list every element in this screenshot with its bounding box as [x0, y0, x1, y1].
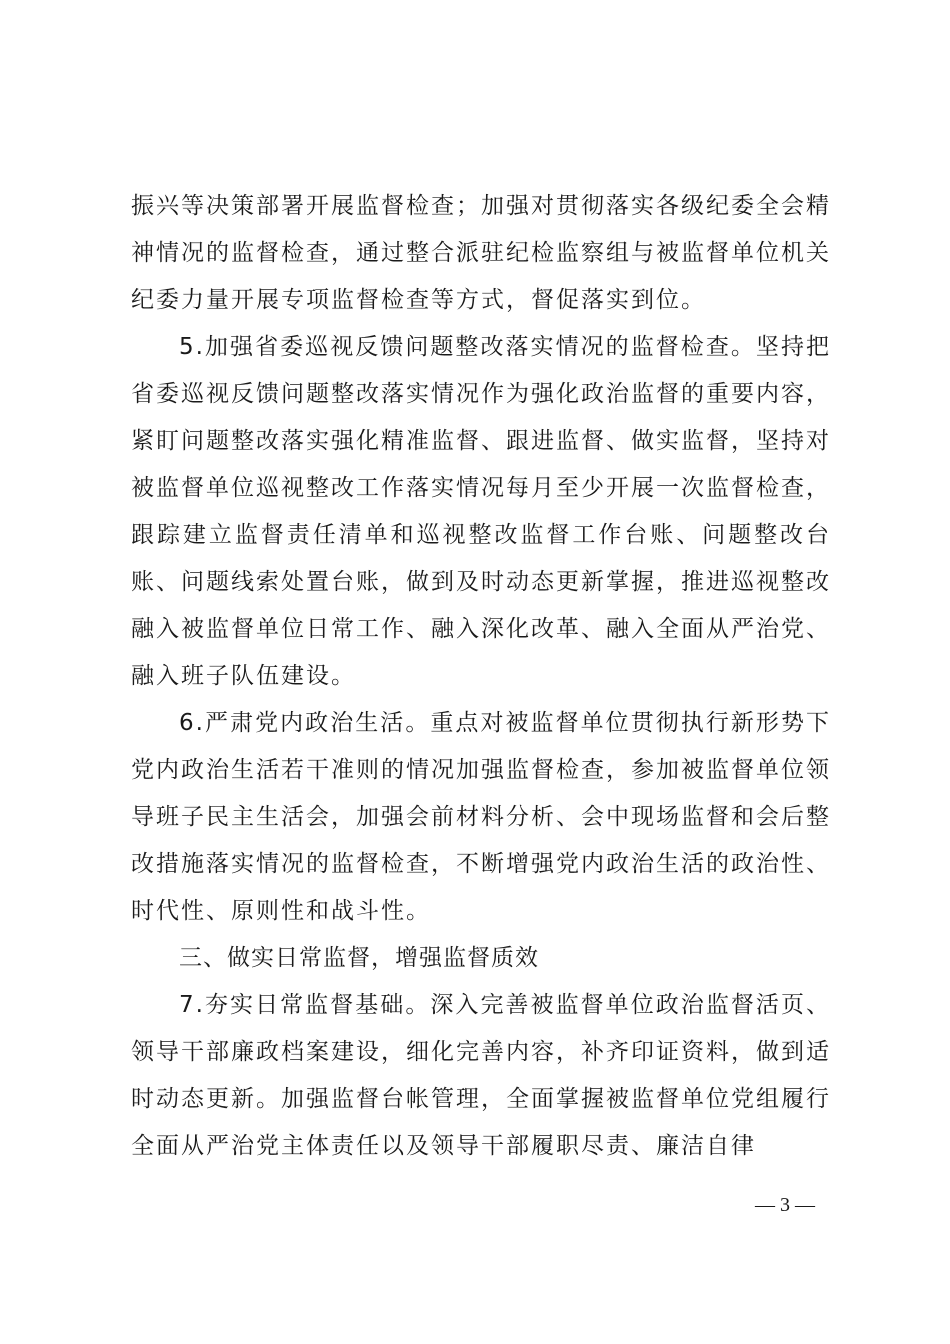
paragraph-lead: 6.严肃党内政治生活。: [179, 710, 431, 736]
paragraph-5: [131, 324, 831, 700]
paragraph-text: 重点对被监督单位贯彻执行新形势下党内政治生活若干准则的情况加强监督检查，参加被监督单位领导班子民主生活会，加强会前材料分析、会中现场监督和会后整改措施落实情况的监督检查，不断增强党内政治生活的政治性、时代性、原则性和战斗性。: [131, 710, 832, 924]
paragraph-7: [131, 982, 831, 1170]
page-number: — 3 —: [755, 1194, 815, 1216]
paragraph-text: 振兴等决策部署开展监督检查；加强对贯彻落实各级纪委全会精神情况的监督检查，通过整合派驻纪检监察组与被监督单位机关纪委力量开展专项监督检查等方式，督促落实到位。: [131, 193, 831, 313]
paragraph-lead: 7.夯实日常监督基础。: [179, 992, 431, 1018]
document-body: [131, 183, 831, 1170]
paragraph-6: [131, 700, 831, 935]
section-heading: 三、做实日常监督，增强监督质效: [179, 945, 539, 971]
paragraph-continuation: [131, 183, 831, 324]
paragraph-lead: 5.加强省委巡视反馈问题整改落实情况的监督检查。: [179, 334, 756, 360]
paragraph-text: 深入完善被监督单位政治监督活页、领导干部廉政档案建设，细化完善内容，补齐印证资料，做到适时动态更新。加强监督台帐管理，全面掌握被监督单位党组履行全面从严治党主体责任以及领导干部履职尽责、廉洁自律: [131, 992, 832, 1159]
paragraph-text: 坚持把省委巡视反馈问题整改落实情况作为强化政治监督的重要内容，紧盯问题整改落实强化精准监督、跟进监督、做实监督，坚持对被监督单位巡视整改工作落实情况每月至少开展一次监督检查，跟踪建立监督责任清单和巡视整改监督工作台账、问题整改台账、问题线索处置台账，做到及时动态更新掌握，推进巡视整改融入被监督单位日常工作、融入深化改革、融入全面从严治党、融入班子队伍建设。: [131, 334, 832, 689]
